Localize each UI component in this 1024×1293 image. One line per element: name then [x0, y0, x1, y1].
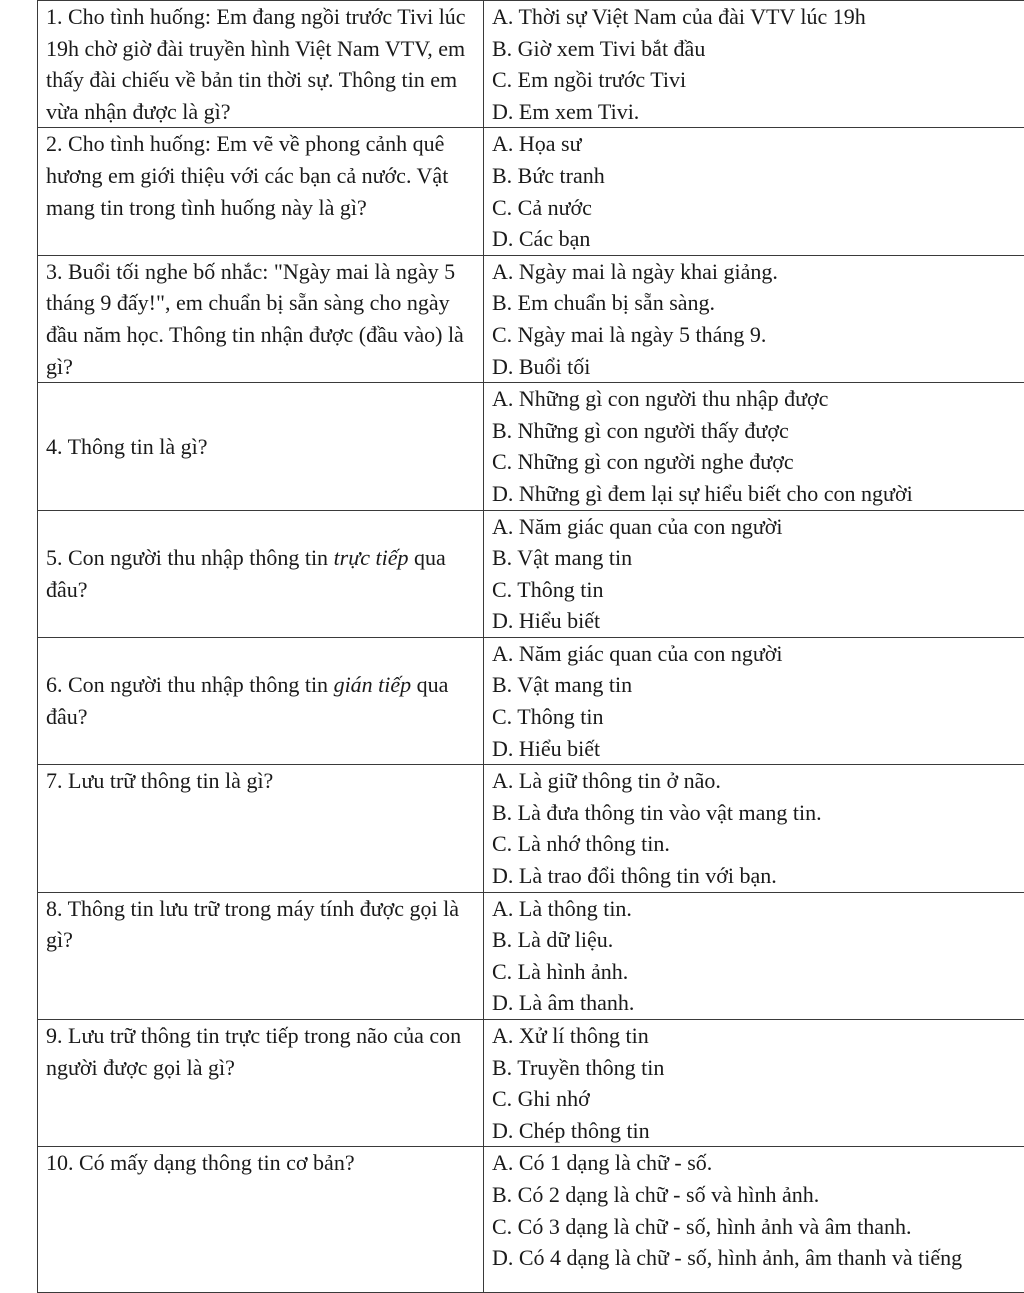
option-a: A. Thời sự Việt Nam của đài VTV lúc 19h: [492, 1, 1024, 33]
options-cell: [484, 255, 1024, 382]
options-cell: [484, 1147, 1024, 1293]
question-cell: [38, 637, 484, 764]
question-row-9: [38, 1020, 1024, 1147]
question-text: 9. Lưu trữ thông tin trực tiếp trong não của con người được gọi là gì?: [46, 1023, 461, 1080]
question-row-4: [38, 383, 1024, 510]
question-cell: [38, 765, 484, 892]
page-margin: [0, 0, 37, 1280]
option-b: B. Là dữ liệu.: [492, 924, 1024, 956]
question-cell: [38, 892, 484, 1019]
options-cell: [484, 765, 1024, 892]
question-cell: [38, 1147, 484, 1293]
question-row-5: [38, 510, 1024, 637]
option-b: B. Vật mang tin: [492, 669, 1024, 701]
option-c: C. Những gì con người nghe được: [492, 446, 1024, 478]
question-text: 4. Thông tin là gì?: [46, 434, 208, 459]
option-d: D. Các bạn: [492, 223, 1024, 255]
option-a: A. Họa sư: [492, 128, 1024, 160]
option-d: D. Có 4 dạng là chữ - số, hình ảnh, âm thanh và tiếng: [492, 1242, 1024, 1274]
question-text-end: qua đâu?: [46, 545, 446, 602]
option-c: C. Ngày mai là ngày 5 tháng 9.: [492, 319, 1024, 351]
option-c: C. Là hình ảnh.: [492, 956, 1024, 988]
question-text: 10. Có mấy dạng thông tin cơ bản?: [46, 1150, 355, 1175]
question-text: 7. Lưu trữ thông tin là gì?: [46, 768, 273, 793]
question-text: 3. Buổi tối nghe bố nhắc: "Ngày mai là ngày 5 tháng 9 đấy!", em chuẩn bị sẵn sàng cho ngày đầu năm học. Thông tin nhận được (đầu vào) là gì?: [46, 259, 464, 379]
question-text: 1. Cho tình huống: Em đang ngồi trước Tivi lúc 19h chờ giờ đài truyền hình Việt Nam VTV, em thấy đài chiếu về bản tin thời sự. Thông tin em vừa nhận được là gì?: [46, 4, 466, 124]
quiz-table: [37, 0, 1024, 1293]
option-d: D. Là trao đổi thông tin với bạn.: [492, 860, 1024, 892]
option-d: D. Những gì đem lại sự hiểu biết cho con người: [492, 478, 1024, 510]
question-row-7: [38, 765, 1024, 892]
question-row-1: [38, 1, 1024, 128]
option-b: B. Vật mang tin: [492, 542, 1024, 574]
options-cell: [484, 1, 1024, 128]
option-b: B. Những gì con người thấy được: [492, 415, 1024, 447]
option-a: A. Những gì con người thu nhập được: [492, 383, 1024, 415]
question-text-start: 5. Con người thu nhập thông tin: [46, 545, 334, 570]
option-a: A. Ngày mai là ngày khai giảng.: [492, 256, 1024, 288]
option-b: B. Em chuẩn bị sẵn sàng.: [492, 287, 1024, 319]
question-text-end: qua đâu?: [46, 672, 448, 729]
question-cell: [38, 128, 484, 255]
question-emphasis: gián tiếp: [334, 672, 412, 697]
option-d: D. Hiểu biết: [492, 605, 1024, 637]
options-cell: [484, 128, 1024, 255]
option-a: A. Có 1 dạng là chữ - số.: [492, 1147, 1024, 1179]
question-row-10: [38, 1147, 1024, 1293]
question-cell: [38, 510, 484, 637]
option-d: D. Chép thông tin: [492, 1115, 1024, 1147]
question-text: [46, 545, 446, 602]
option-a: A. Năm giác quan của con người: [492, 638, 1024, 670]
option-a: A. Năm giác quan của con người: [492, 511, 1024, 543]
option-d: D. Em xem Tivi.: [492, 96, 1024, 128]
option-b: B. Truyền thông tin: [492, 1052, 1024, 1084]
option-a: A. Là giữ thông tin ở não.: [492, 765, 1024, 797]
option-c: C. Thông tin: [492, 574, 1024, 606]
option-c: C. Cả nước: [492, 192, 1024, 224]
question-emphasis: trực tiếp: [334, 545, 409, 570]
option-b: B. Là đưa thông tin vào vật mang tin.: [492, 797, 1024, 829]
option-a: A. Là thông tin.: [492, 893, 1024, 925]
options-cell: [484, 510, 1024, 637]
option-d: D. Hiểu biết: [492, 733, 1024, 765]
option-b: B. Giờ xem Tivi bắt đầu: [492, 33, 1024, 65]
option-c: C. Là nhớ thông tin.: [492, 828, 1024, 860]
question-text-start: 6. Con người thu nhập thông tin: [46, 672, 334, 697]
options-cell: [484, 637, 1024, 764]
question-text: 8. Thông tin lưu trữ trong máy tính được gọi là gì?: [46, 896, 459, 953]
option-c: C. Thông tin: [492, 701, 1024, 733]
option-d: D. Là âm thanh.: [492, 987, 1024, 1019]
option-c: C. Có 3 dạng là chữ - số, hình ảnh và âm thanh.: [492, 1211, 1024, 1243]
question-cell: [38, 1020, 484, 1147]
option-c: C. Ghi nhớ: [492, 1083, 1024, 1115]
option-a: A. Xử lí thông tin: [492, 1020, 1024, 1052]
question-cell: [38, 255, 484, 382]
options-cell: [484, 383, 1024, 510]
question-text: 2. Cho tình huống: Em vẽ về phong cảnh quê hương em giới thiệu với các bạn cả nước. Vật mang tin trong tình huống này là gì?: [46, 131, 448, 219]
options-cell: [484, 1020, 1024, 1147]
option-c: C. Em ngồi trước Tivi: [492, 64, 1024, 96]
option-b: B. Bức tranh: [492, 160, 1024, 192]
question-row-2: [38, 128, 1024, 255]
question-cell: [38, 1, 484, 128]
option-d: D. Buổi tối: [492, 351, 1024, 383]
option-b: B. Có 2 dạng là chữ - số và hình ảnh.: [492, 1179, 1024, 1211]
options-cell: [484, 892, 1024, 1019]
question-row-8: [38, 892, 1024, 1019]
question-row-3: [38, 255, 1024, 382]
question-cell: [38, 383, 484, 510]
question-text: [46, 672, 448, 729]
question-row-6: [38, 637, 1024, 764]
